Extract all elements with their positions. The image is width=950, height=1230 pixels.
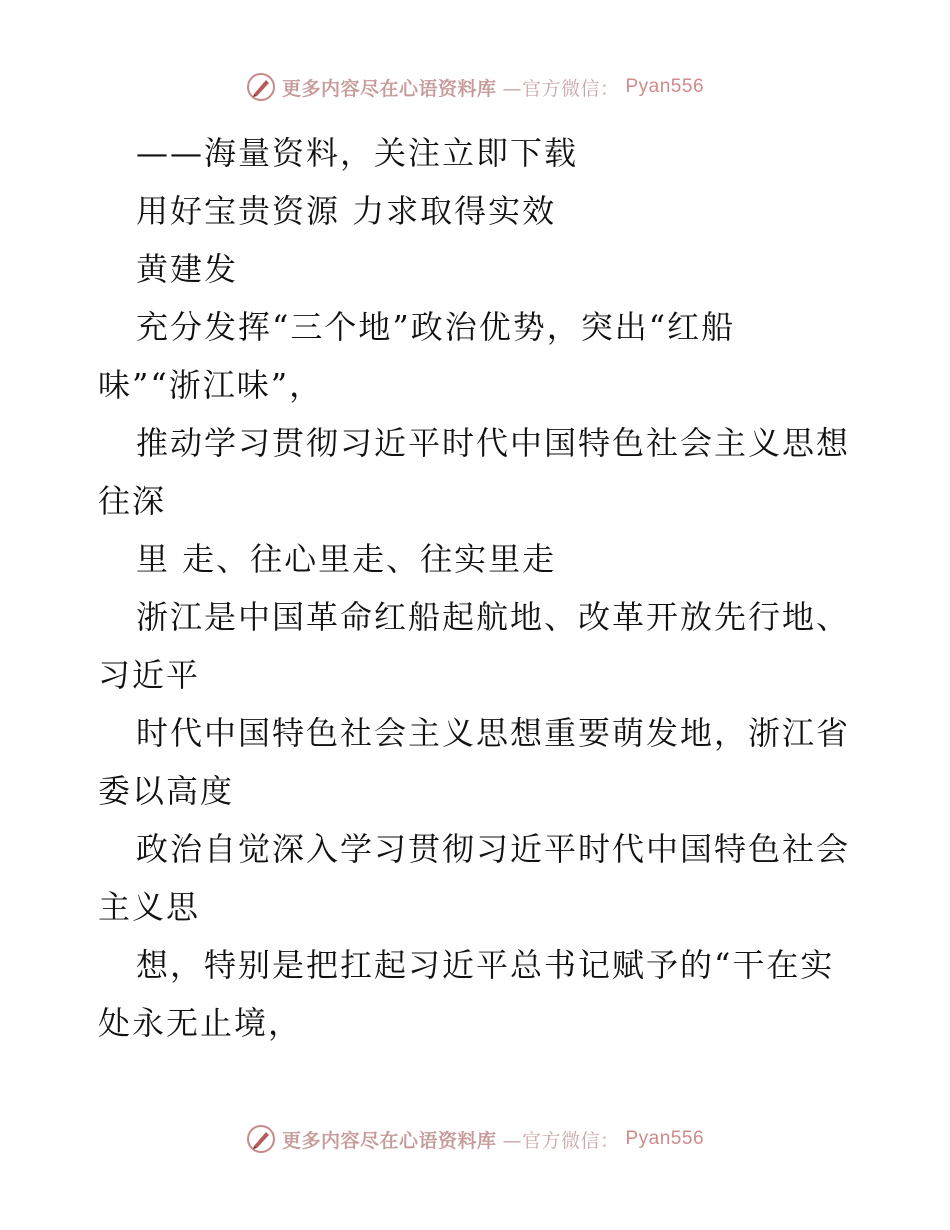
text-line: 浙江是中国革命红船起航地、改革开放先行地、 xyxy=(136,598,851,636)
text-line: 时代中国特色社会主义思想重要萌发地，浙江省 xyxy=(136,714,851,752)
text-line: 习近平 xyxy=(98,656,201,694)
pen-logo-icon xyxy=(246,1124,276,1154)
text-line: 委以高度 xyxy=(98,772,235,810)
text-line: 想，特别是把扛起习近平总书记赋予的“干在实 xyxy=(136,946,835,984)
document-body xyxy=(98,124,858,1052)
watermark-brand: 更多内容尽在心语资料库 xyxy=(281,1129,497,1152)
watermark-brand: 更多内容尽在心语资料库 xyxy=(281,77,497,100)
text-line: 往深 xyxy=(98,482,167,520)
pen-logo-icon xyxy=(246,72,276,102)
document-title: 用好宝贵资源 力求取得实效 xyxy=(136,192,557,230)
footer-watermark xyxy=(0,1124,950,1154)
watermark-wechat-label: —官方微信： xyxy=(502,1129,620,1152)
watermark-wechat-id: Pyan556 xyxy=(625,76,705,97)
text-line: 味”“浙江味”， xyxy=(98,366,324,404)
text-line: 处永无止境， xyxy=(98,1004,303,1042)
watermark-wechat-label: —官方微信： xyxy=(502,77,620,100)
header-watermark xyxy=(0,72,950,102)
text-line: 主义思 xyxy=(98,888,201,926)
text-line: 充分发挥“三个地”政治优势，突出“红船 xyxy=(136,308,736,346)
text-line: 政治自觉深入学习贯彻习近平时代中国特色社会 xyxy=(136,830,851,868)
author-name: 黄建发 xyxy=(136,250,239,288)
text-line: 里 走、往心里走、往实里走 xyxy=(136,540,557,578)
text-line: ——海量资料，关注立即下载 xyxy=(136,134,579,172)
watermark-wechat-id: Pyan556 xyxy=(625,1128,705,1149)
text-line: 推动学习贯彻习近平时代中国特色社会主义思想 xyxy=(136,424,851,462)
